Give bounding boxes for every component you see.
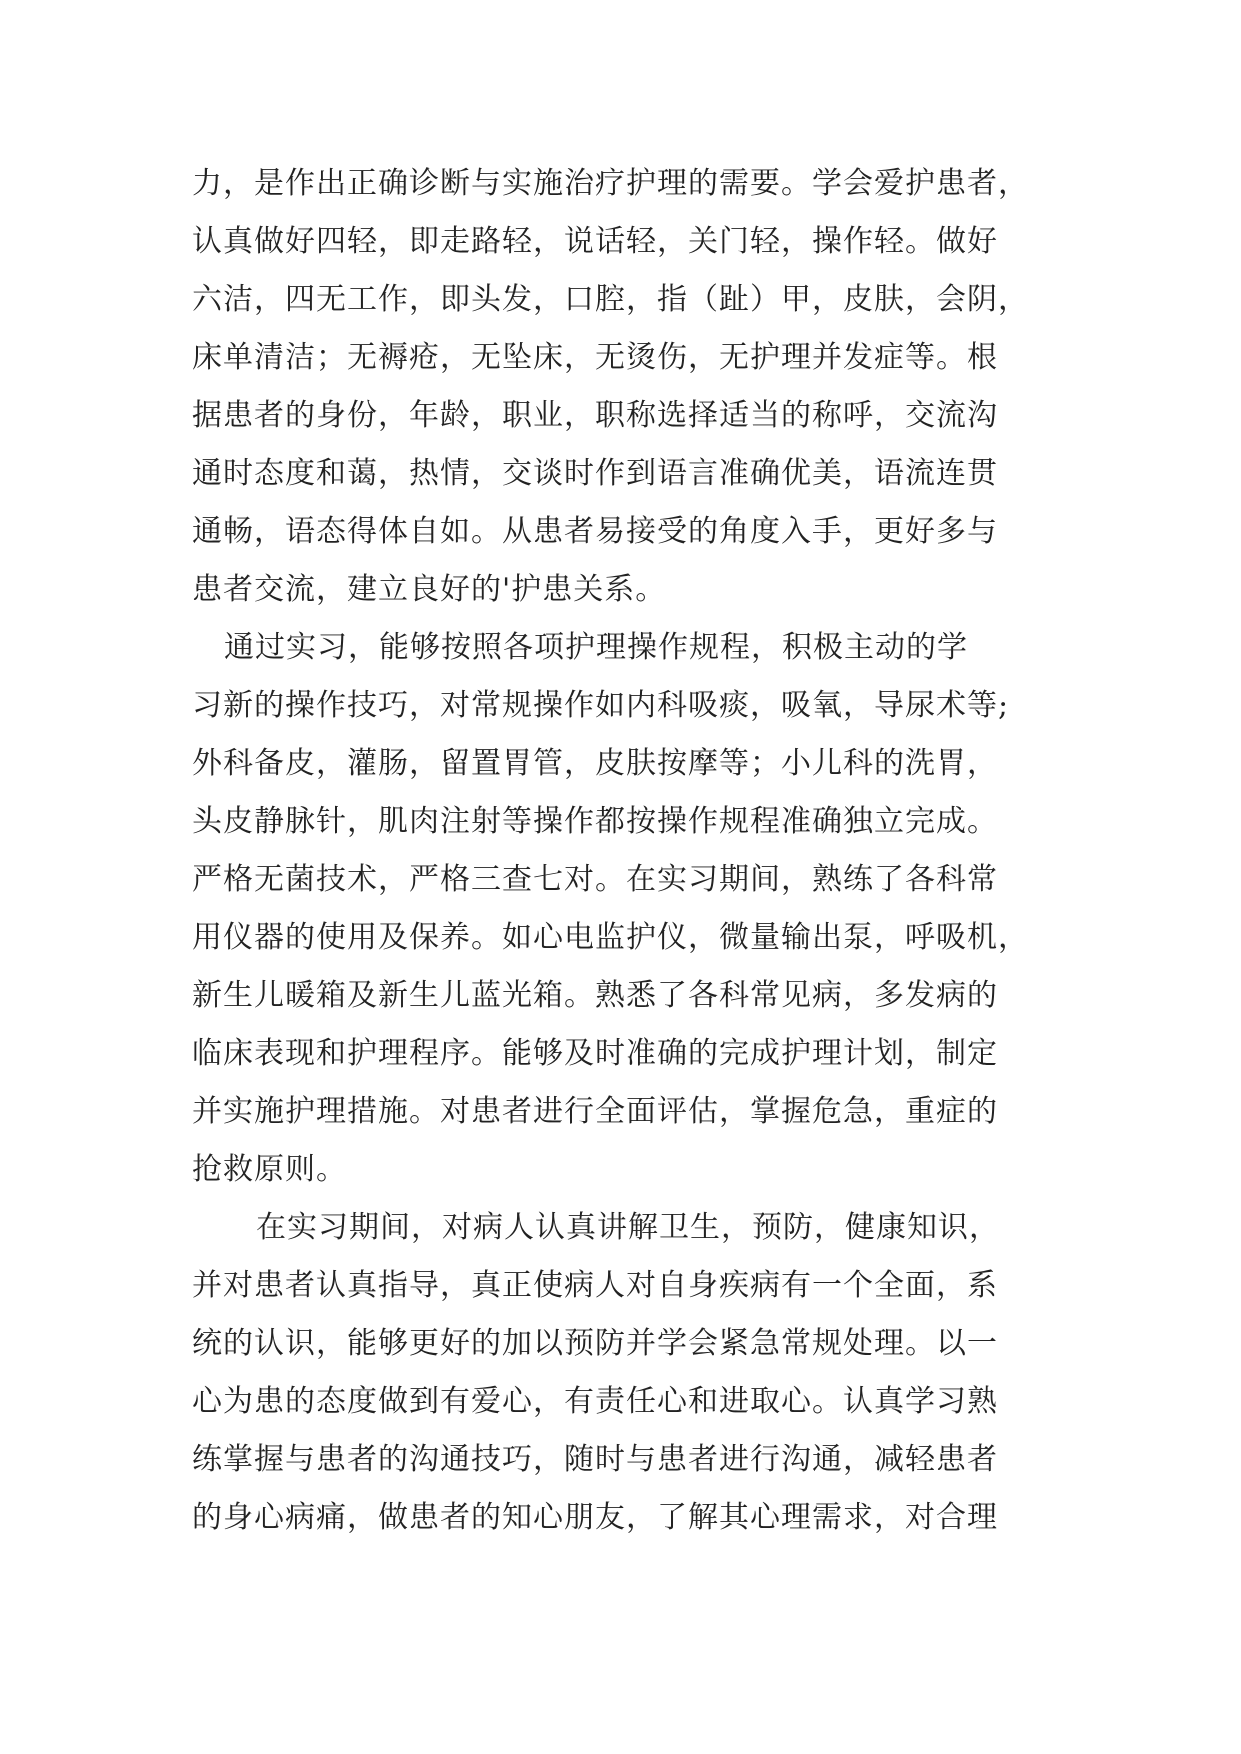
document-body: [192, 155, 1072, 1547]
text-line: 六洁，四无工作，即头发，口腔，指（趾）甲，皮肤，会阴，: [192, 282, 1029, 317]
text-line: 的身心病痛，做患者的知心朋友，了解其心理需求，对合理: [192, 1500, 998, 1535]
text-line: 心为患的态度做到有爱心，有责任心和进取心。认真学习熟: [192, 1384, 998, 1419]
text-line: 并对患者认真指导，真正使病人对自身疾病有一个全面，系: [192, 1268, 998, 1303]
text-line: 习新的操作技巧，对常规操作如内科吸痰，吸氧，导尿术等;: [192, 688, 1010, 723]
text-line: 并实施护理措施。对患者进行全面评估，掌握危急，重症的: [192, 1094, 998, 1129]
paragraph-2: [192, 619, 1072, 1199]
text-line: 力，是作出正确诊断与实施治疗护理的需要。学会爱护患者，: [192, 166, 1029, 201]
text-line: 患者交流，建立良好的'护患关系。: [192, 572, 667, 607]
text-line: 通畅，语态得体自如。从患者易接受的角度入手，更好多与: [192, 514, 998, 549]
text-line: 抢救原则。: [192, 1152, 347, 1187]
text-line: 通过实习，能够按照各项护理操作规程，积极主动的学: [224, 630, 968, 665]
paragraph-3: [192, 1199, 1072, 1547]
text-line: 认真做好四轻，即走路轻，说话轻，关门轻，操作轻。做好: [192, 224, 998, 259]
paragraph-1: [192, 155, 1072, 619]
text-line: 严格无菌技术，严格三查七对。在实习期间，熟练了各科常: [192, 862, 998, 897]
text-line: 用仪器的使用及保养。如心电监护仪，微量输出泵，呼吸机，: [192, 920, 1029, 955]
text-line: 新生儿暖箱及新生儿蓝光箱。熟悉了各科常见病，多发病的: [192, 978, 998, 1013]
text-line: 头皮静脉针，肌肉注射等操作都按操作规程准确独立完成。: [192, 804, 998, 839]
text-line: 通时态度和蔼，热情，交谈时作到语言准确优美，语流连贯: [192, 456, 998, 491]
text-line: 外科备皮，灌肠，留置胃管，皮肤按摩等；小儿科的洗胃，: [192, 746, 998, 781]
text-line: 床单清洁；无褥疮，无坠床，无烫伤，无护理并发症等。根: [192, 340, 998, 375]
text-line: 临床表现和护理程序。能够及时准确的完成护理计划，制定: [192, 1036, 998, 1071]
text-line: 练掌握与患者的沟通技巧，随时与患者进行沟通，减轻患者: [192, 1442, 998, 1477]
text-line: 在实习期间，对病人认真讲解卫生，预防，健康知识，: [256, 1210, 1000, 1245]
text-line: 统的认识，能够更好的加以预防并学会紧急常规处理。以一: [192, 1326, 998, 1361]
text-line: 据患者的身份，年龄，职业，职称选择适当的称呼，交流沟: [192, 398, 998, 433]
